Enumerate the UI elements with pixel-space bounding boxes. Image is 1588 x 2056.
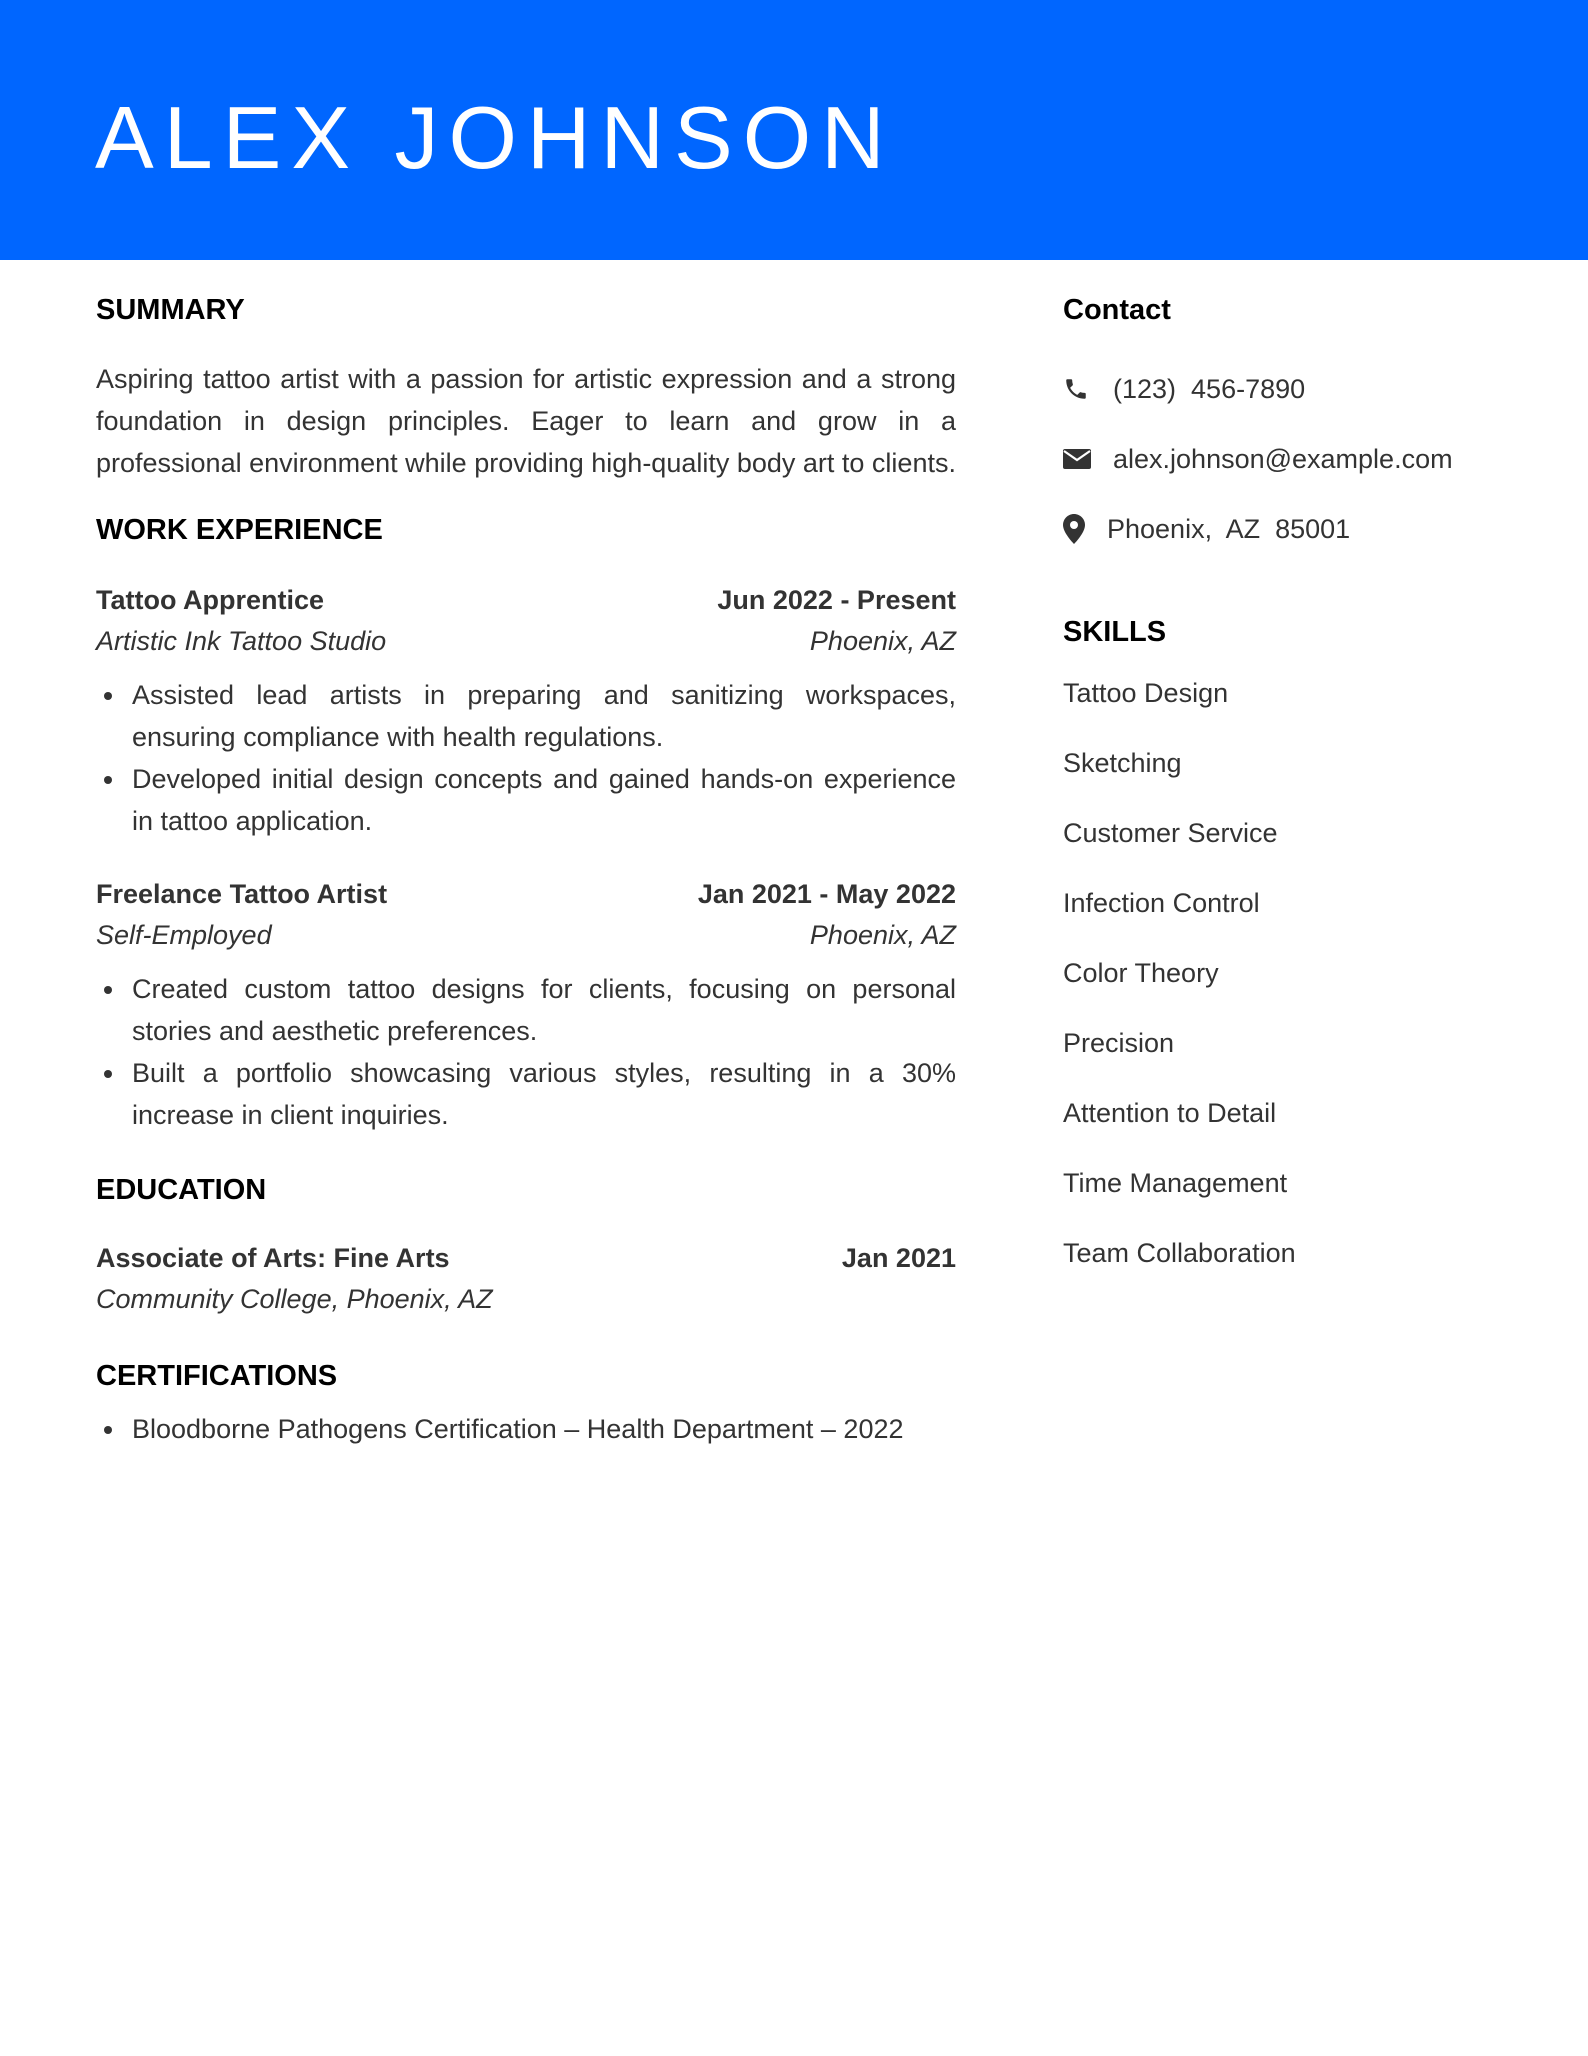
contact-phone-text[interactable]: (123) 456-7890 (1113, 373, 1306, 404)
job-dates: Jun 2022 - Present (717, 585, 956, 615)
contact-email-text[interactable]: alex.johnson@example.com (1113, 443, 1453, 474)
job-dates: Jan 2021 - May 2022 (697, 879, 956, 909)
skill-item: Precision (1063, 1028, 1175, 1058)
contact-location-text: Phoenix, AZ 85001 (1107, 513, 1351, 544)
skill-item: Sketching (1063, 748, 1182, 778)
job-company: Self-Employed (96, 920, 272, 950)
certifications-list (96, 1408, 956, 1450)
job-entry (96, 874, 956, 1136)
job-role: Freelance Tattoo Artist (96, 879, 388, 909)
skill-item: Tattoo Design (1063, 678, 1229, 708)
summary-heading: SUMMARY (96, 294, 245, 326)
job-location: Phoenix, AZ (809, 920, 956, 950)
education-degree: Associate of Arts: Fine Arts (96, 1243, 450, 1273)
job-bullets (96, 674, 956, 842)
education-school: Community College, Phoenix, AZ (96, 1284, 493, 1314)
certification-item: Bloodborne Pathogens Certification – Health Department – 2022 (96, 1408, 956, 1450)
job-company: Artistic Ink Tattoo Studio (96, 626, 387, 656)
contact-phone (1063, 370, 1523, 408)
contact-location (1063, 510, 1523, 548)
job-bullets (96, 968, 956, 1136)
candidate-name: ALEX JOHNSON (95, 88, 895, 187)
contact-list (1063, 370, 1523, 548)
main-column (96, 290, 956, 1450)
job-location: Phoenix, AZ (809, 626, 956, 656)
skill-item: Infection Control (1063, 888, 1260, 918)
certifications-heading: CERTIFICATIONS (96, 1360, 338, 1392)
skill-item: Color Theory (1063, 958, 1219, 988)
skill-item: Customer Service (1063, 818, 1278, 848)
header-banner (0, 0, 1588, 260)
contact-heading: Contact (1063, 294, 1171, 326)
skill-item: Time Management (1063, 1168, 1288, 1198)
skill-item: Team Collaboration (1063, 1238, 1296, 1268)
education-entry (96, 1238, 956, 1320)
job-bullet: Developed initial design concepts and gained hands-on experience in tattoo application. (96, 758, 956, 842)
envelope-icon (1063, 444, 1093, 474)
education-heading: EDUCATION (96, 1174, 267, 1206)
job-role: Tattoo Apprentice (96, 585, 324, 615)
job-bullet: Created custom tattoo designs for clients, focusing on personal stories and aesthetic preferences. (96, 968, 956, 1052)
education-date: Jan 2021 (841, 1243, 956, 1273)
job-bullet: Built a portfolio showcasing various styles, resulting in a 30% increase in client inquiries. (96, 1052, 956, 1136)
skills-list (1063, 674, 1523, 1272)
phone-icon (1063, 374, 1093, 404)
work-experience-heading: WORK EXPERIENCE (96, 514, 383, 546)
skills-heading: SKILLS (1063, 616, 1167, 648)
job-bullet: Assisted lead artists in preparing and sanitizing workspaces, ensuring compliance with health regulations. (96, 674, 956, 758)
sidebar-column (1063, 290, 1523, 1304)
skill-item: Attention to Detail (1063, 1098, 1277, 1128)
job-entry (96, 580, 956, 842)
contact-email (1063, 440, 1523, 478)
summary-text: Aspiring tattoo artist with a passion for artistic expression and a strong foundation in design principles. Eager to learn and grow in a professional environment while providing high-quality body art to clients. (96, 364, 956, 478)
map-marker-icon (1063, 514, 1093, 544)
